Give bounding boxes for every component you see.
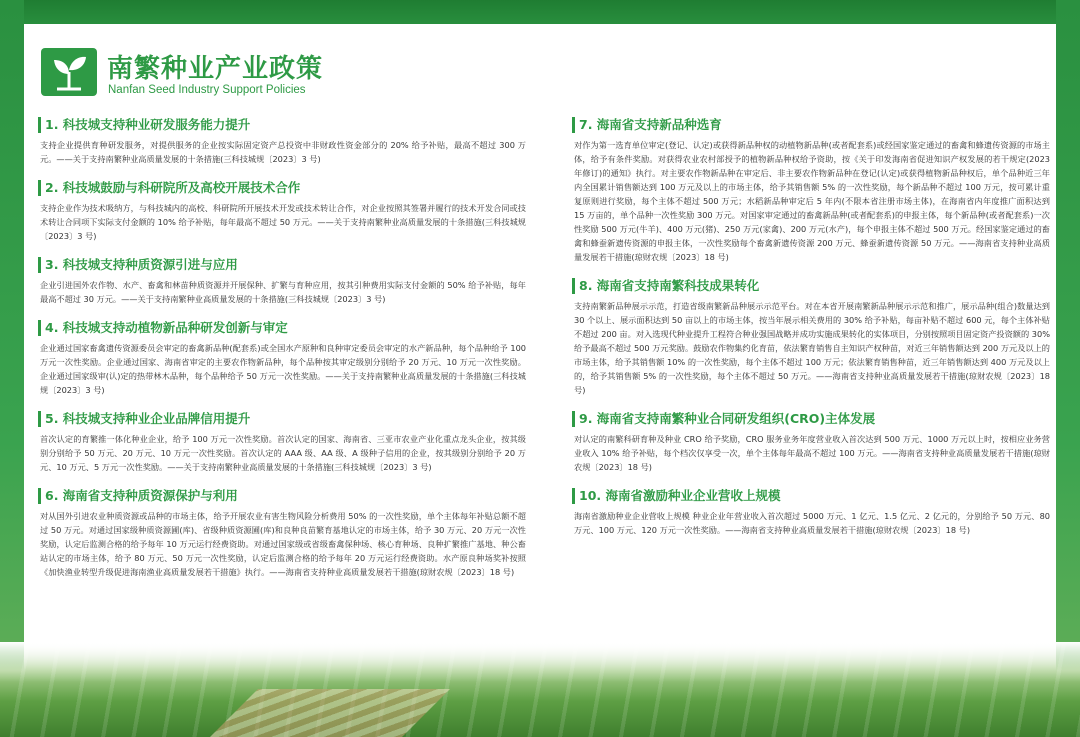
section-title: 6. 海南省支持种质资源保护与利用	[45, 488, 238, 503]
policy-section	[572, 488, 1050, 537]
section-header	[572, 411, 1050, 427]
section-title: 1. 科技城支持种业研发服务能力提升	[45, 117, 251, 132]
farmland-background	[0, 642, 1080, 737]
section-header	[38, 257, 526, 273]
section-body: 对认定的南繁科研育种及种业 CRO 给予奖励，CRO 服务业务年度营业收入首次达到 500 万元、1000 万元以上时，按相应业务营业收入 10% 给予补贴，每个档次仅享受一次，单个主体每年最高不超过 100 万元。——海南省支持种业高质量发展若干措施(琼财农规〔2023〕18 号)	[574, 434, 1050, 472]
section-title: 8. 海南省支持南繁科技成果转化	[579, 278, 760, 293]
section-header	[38, 411, 526, 427]
left-column	[38, 117, 526, 593]
section-header	[38, 180, 526, 196]
section-body: 企业引进国外农作物、水产、畜禽和林苗种质资源并开展保种、扩繁与育种应用，按其引种费用实际支付金额的 50% 给予补贴，每年最高不超过 30 万元。——关于支持南繁种业高质量发展的十条措施(三科技城规〔2023〕3 号)	[40, 280, 526, 304]
section-title: 3. 科技城支持种质资源引进与应用	[45, 257, 238, 272]
section-body: 支持企业作为技术吸纳方，与科技城内的高校、科研院所开展技术开发或技术转让合作，对企业按照其签署并履行的技术开发合同或技术转让合同项下实际支付金额的 10% 给予补贴，每年最高不超过 50 万元。——关于支持南繁种业高质量发展的十条措施(三科技城规〔2023〕3 号)	[40, 203, 526, 241]
farmland-fade	[0, 642, 1080, 682]
section-title: 10. 海南省激励种业企业营收上规模	[579, 488, 781, 503]
policy-section	[38, 411, 526, 474]
section-header	[572, 488, 1050, 504]
section-title: 4. 科技城支持动植物新品种研发创新与审定	[45, 320, 288, 335]
section-title: 7. 海南省支持新品种选育	[579, 117, 722, 132]
section-header	[572, 278, 1050, 294]
section-body: 支持企业提供育种研发服务，对提供服务的企业按实际固定资产总投资中非财政性资金部分的 20% 给予补贴，最高不超过 300 万元。——关于支持南繁种业高质量发展的十条措施(三科技城规〔2023〕3 号)	[40, 140, 526, 164]
right-border	[1056, 0, 1080, 737]
section-header	[38, 117, 526, 133]
section-body: 对作为第一选育单位审定(登记、认定)或获得新品种权的动植物新品种(或者配套系)或经国家鉴定通过的畜禽和蜂遗传资源的市场主体，给予有条件奖励。对获得农业农村部授予的植物新品种权给予资助，按《关于印发海南省促进知识产权发展的若干规定(2023 年修订)的通知》执行。对主要农作物新品种在审定后、非主要农作物新品种在登记(认定)或获得植物新品种权后，单个品种近三年内全国累计销售额达到 100 万元及以上的市场主体，给予其销售额 5% 的一次性奖励，每个新品种不超过 100 万元，按可累计重复原则进行奖励，每个主体不超过 500 万元；水稻新品种审定后 5 年内(不限本省注册市场主体)，在海南省内年度推广面积达到 15 万亩的，单个品种一次性奖励 300 万元。对国家审定通过的畜禽新品种(或者配套系)的申报主体，每个新品种(或者配套系)一次性奖励 500 万元(牛羊)、400 万元(猪)、250 万元(家禽)、200 万元(水产)，每个申报主体不超过 500 万元。经国家鉴定通过的畜禽和蜂蚕新遗传资源的申报主体，一次性奖励每个畜禽新遗传资源 200 万元、蜂蚕新遗传资源 50 万元。——海南省支持种业高质量发展若干措施(琼财农规〔2023〕18 号)	[574, 140, 1050, 262]
section-header	[38, 320, 526, 336]
section-body: 首次认定的育繁推一体化种业企业，给予 100 万元一次性奖励。首次认定的国家、海南省、三亚市农业产业化重点龙头企业，按其级别分别给予 50 万元、20 万元、10 万元一次性奖励。首次认定的 AAA 级、AA 级、A 级种子信用的企业，按其级别分别给予 20 万元、10 万元、5 万元一次性奖励。——关于支持南繁种业高质量发展的十条措施(三科技城规〔2023〕3 号)	[40, 434, 526, 472]
section-title: 9. 海南省支持南繁种业合同研发组织(CRO)主体发展	[579, 411, 876, 426]
policy-section	[38, 257, 526, 306]
policy-section	[572, 411, 1050, 474]
left-border	[0, 0, 24, 737]
logo-badge	[41, 48, 97, 96]
section-title: 5. 科技城支持种业企业品牌信用提升	[45, 411, 251, 426]
policy-section	[38, 117, 526, 166]
policy-section	[572, 278, 1050, 397]
section-body: 支持南繁新品种展示示范，打造省级南繁新品种展示示范平台。对在本省开展南繁新品种展示示范和推广，展示品种(组合)数量达到 30 个以上、展示面积达到 50 亩以上的市场主体，按当年展示相关费用的 30% 给予补贴，每亩补贴不超过 600 元，每个主体补贴不超过 200 亩。对入选现代种业提升工程符合种业强国战略并成功实施成果转化的实体项目，分别按照项目固定资产投资额的 30% 给予最高不超过 500 万元奖励。鼓励农作物集约化育苗，依法繁育销售自主知识产权种苗，对近三年销售额达到 200 万元及以上的市场主体，给予其销售额 10% 的一次性奖励，每个主体不超过 100 万元；依法繁育销售种苗，近三年销售额达到 400 万元及以上的，给予其销售额 5% 的一次性奖励，每个主体不超过 50 万元。——海南省支持种业高质量发展若干措施(琼财农规〔2023〕18 号)	[574, 301, 1050, 395]
policy-section	[38, 180, 526, 243]
policy-section	[38, 320, 526, 397]
page-subtitle: Nanfan Seed Industry Support Policies	[108, 84, 306, 96]
section-body: 企业通过国家畜禽遗传资源委员会审定的畜禽新品种(配套系)或全国水产原种和良种审定委员会审定的水产新品种，每个品种给予 100 万元一次性奖励。企业通过国家、海南省审定的主要农作物新品种，每个品种按其审定级别分别给予 20 万元、10 万元一次性奖励。企业通过国家级审(认)定的热带林木品种，每个品种给予 50 万元一次性奖励。——关于支持南繁种业高质量发展的十条措施(三科技城规〔2023〕3 号)	[40, 343, 526, 395]
section-header	[38, 488, 526, 504]
policy-section	[38, 488, 526, 579]
section-body: 海南省激励种业企业营收上规模 种业企业年营业收入首次超过 5000 万元、1 亿元、1.5 亿元、2 亿元的，分别给予 50 万元、80 万元、100 万元、120 万元一次性奖励。——海南省支持种业高质量发展若干措施(琼财农规〔2023〕18 号)	[574, 511, 1050, 535]
sprout-icon	[41, 48, 97, 96]
section-title: 2. 科技城鼓励与科研院所及高校开展技术合作	[45, 180, 301, 195]
policy-section	[572, 117, 1050, 264]
section-body: 对从国外引进农业种质资源或品种的市场主体，给予开展农业有害生物风险分析费用 50% 的一次性奖励，单个主体每年补贴总额不超过 50 万元。对通过国家级种质资源圃(库)、省级种质资源圃(库)和良种良苗繁育基地认定的市场主体，给予 30 万元、20 万元一次性奖励，认定后监测合格的给予每年 10 万元运行经费资助。对通过国家级或省级畜禽保种场、核心育种场、良种扩繁推广基地、种公畜站认定的市场主体，给予 80 万元、50 万元一次性奖励，认定后监测合格的给予每年 20 万元运行经费资助。水产原良种场奖补按照《加快渔业转型升级促进海南渔业高质量发展若干措施》执行。——海南省支持种业高质量发展若干措施(琼财农规〔2023〕18 号)	[40, 511, 526, 577]
section-header	[572, 117, 1050, 133]
page-title: 南繁种业产业政策	[107, 54, 324, 84]
right-column	[572, 117, 1050, 551]
